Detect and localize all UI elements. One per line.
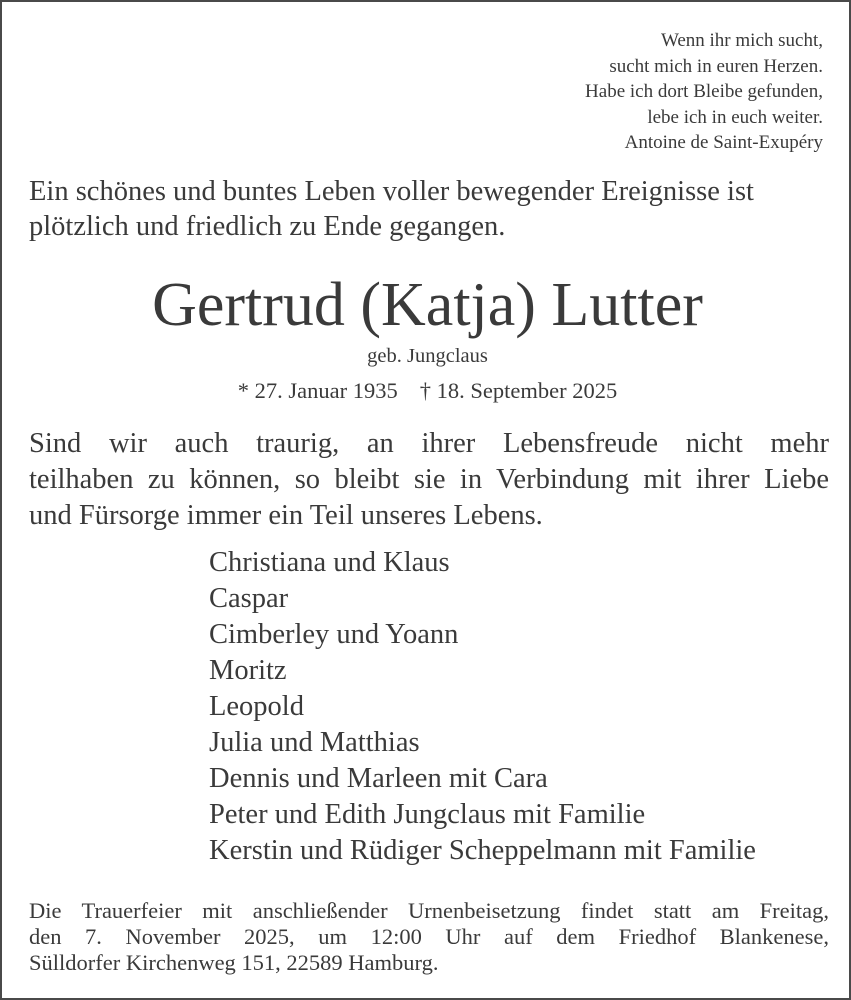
mourner-item: Cimberley und Yoann: [209, 619, 459, 650]
message-line: teilhaben zu können, so bleibt sie in Verbindung mit ihrer Liebe: [29, 464, 829, 495]
mourner-item: Julia und Matthias: [209, 727, 420, 758]
deceased-name: Gertrud (Katja) Lutter: [152, 271, 703, 339]
quote-author: Antoine de Saint-Exupéry: [624, 132, 823, 153]
mourner-item: Christiana und Klaus: [209, 547, 450, 578]
birth-date: * 27. Januar 1935: [237, 378, 398, 403]
mourners-list: [209, 545, 756, 869]
quote-line: Wenn ihr mich sucht,: [660, 30, 823, 51]
quote-line: lebe ich in euch weiter.: [647, 106, 823, 128]
funeral-line: Sülldorfer Kirchenweg 151, 22589 Hamburg.: [29, 950, 439, 975]
funeral-line: Die Trauerfeier mit anschließender Urnenbeisetzung findet statt am Freitag,: [29, 898, 829, 923]
mourning-message: [29, 426, 829, 534]
funeral-info: [29, 898, 829, 976]
mourner-item: Kerstin und Rüdiger Scheppelmann mit Familie: [209, 835, 756, 866]
life-dates: [2, 376, 851, 406]
intro-line: Ein schönes und buntes Leben voller bewegender Ereignisse ist: [29, 176, 754, 207]
mourner-item: Leopold: [209, 691, 304, 722]
intro-text: [29, 174, 829, 244]
message-line: Sind wir auch traurig, an ihrer Lebensfreude nicht mehr: [29, 428, 829, 459]
quote-line: Habe ich dort Bleibe gefunden,: [585, 81, 823, 102]
message-line: und Fürsorge immer ein Teil unseres Lebens.: [29, 500, 543, 531]
mourner-item: Dennis und Marleen mit Cara: [209, 763, 548, 794]
mourner-item: Peter und Edith Jungclaus mit Familie: [209, 799, 646, 830]
funeral-line: den 7. November 2025, um 12:00 Uhr auf dem Friedhof Blankenese,: [29, 924, 829, 949]
birth-name: geb. Jungclaus: [367, 345, 488, 367]
mourner-item: Caspar: [209, 583, 289, 614]
death-date: † 18. September 2025: [419, 378, 618, 403]
quote-block: [585, 28, 823, 156]
quote-line: sucht mich in euren Herzen.: [609, 55, 823, 77]
mourner-item: Moritz: [209, 655, 287, 686]
intro-line: plötzlich und friedlich zu Ende gegangen.: [29, 211, 506, 242]
